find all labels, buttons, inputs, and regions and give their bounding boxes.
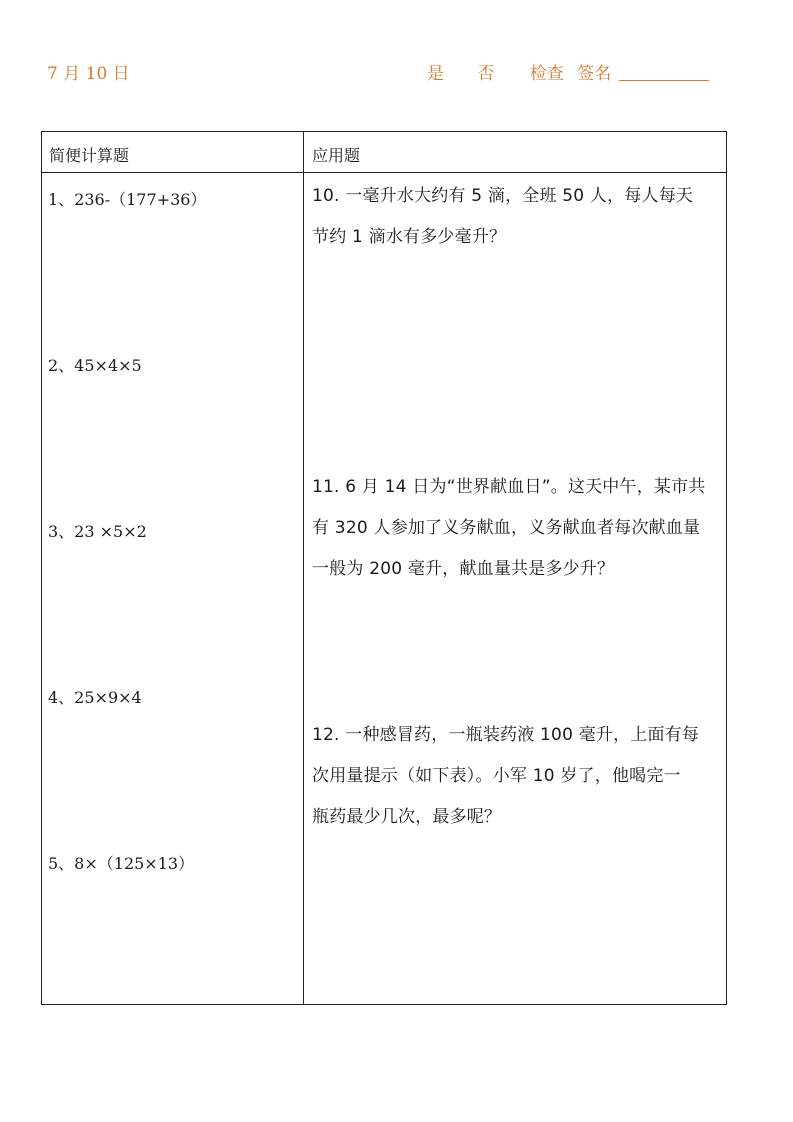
table-header-row [42,132,726,173]
application-column-header: 应用题 [312,146,361,165]
problem-line: 瓶药最少几次，最多呢？ [312,807,502,827]
calc-item-1: 1、236-（177+36） [48,190,207,209]
worksheet-table [41,131,727,1005]
sign-label: 签名 [577,64,612,84]
page-header [0,0,793,100]
problem-line: 节约 1 滴水有多少毫升？ [312,227,507,247]
column-divider [303,132,304,1004]
calc-item-2: 2、45×4×5 [48,356,142,375]
problem-11 [312,467,722,590]
problem-line: 有 320 人参加了义务献血，义务献血者每次献血量 [312,518,701,538]
problem-line: 10. 一毫升水大约有 5 滴，全班 50 人，每人每天 [312,186,694,206]
problem-line: 12. 一种感冒药，一瓶装药液 100 毫升，上面有每 [312,725,700,745]
problem-line: 一般为 200 毫升，献血量共是多少升？ [312,559,615,579]
calc-item-3: 3、23 ×5×2 [48,522,147,541]
no-label: 否 [477,64,495,84]
check-signature-area [427,59,709,84]
problem-10 [312,176,722,258]
check-label: 检查 [529,64,564,84]
calc-column-header: 简便计算题 [49,146,130,165]
problem-12 [312,715,722,838]
calc-item-5: 5、8×（125×13） [48,854,195,873]
calc-item-4: 4、25×9×4 [48,688,142,707]
problem-line: 11. 6 月 14 日为“世界献血日”。这天中午，某市共 [312,477,706,497]
date-label: 7 月 10 日 [47,64,130,84]
problem-line: 次用量提示（如下表）。小军 10 岁了，他喝完一 [312,766,681,786]
signature-field[interactable] [619,64,709,81]
yes-label: 是 [427,64,444,84]
